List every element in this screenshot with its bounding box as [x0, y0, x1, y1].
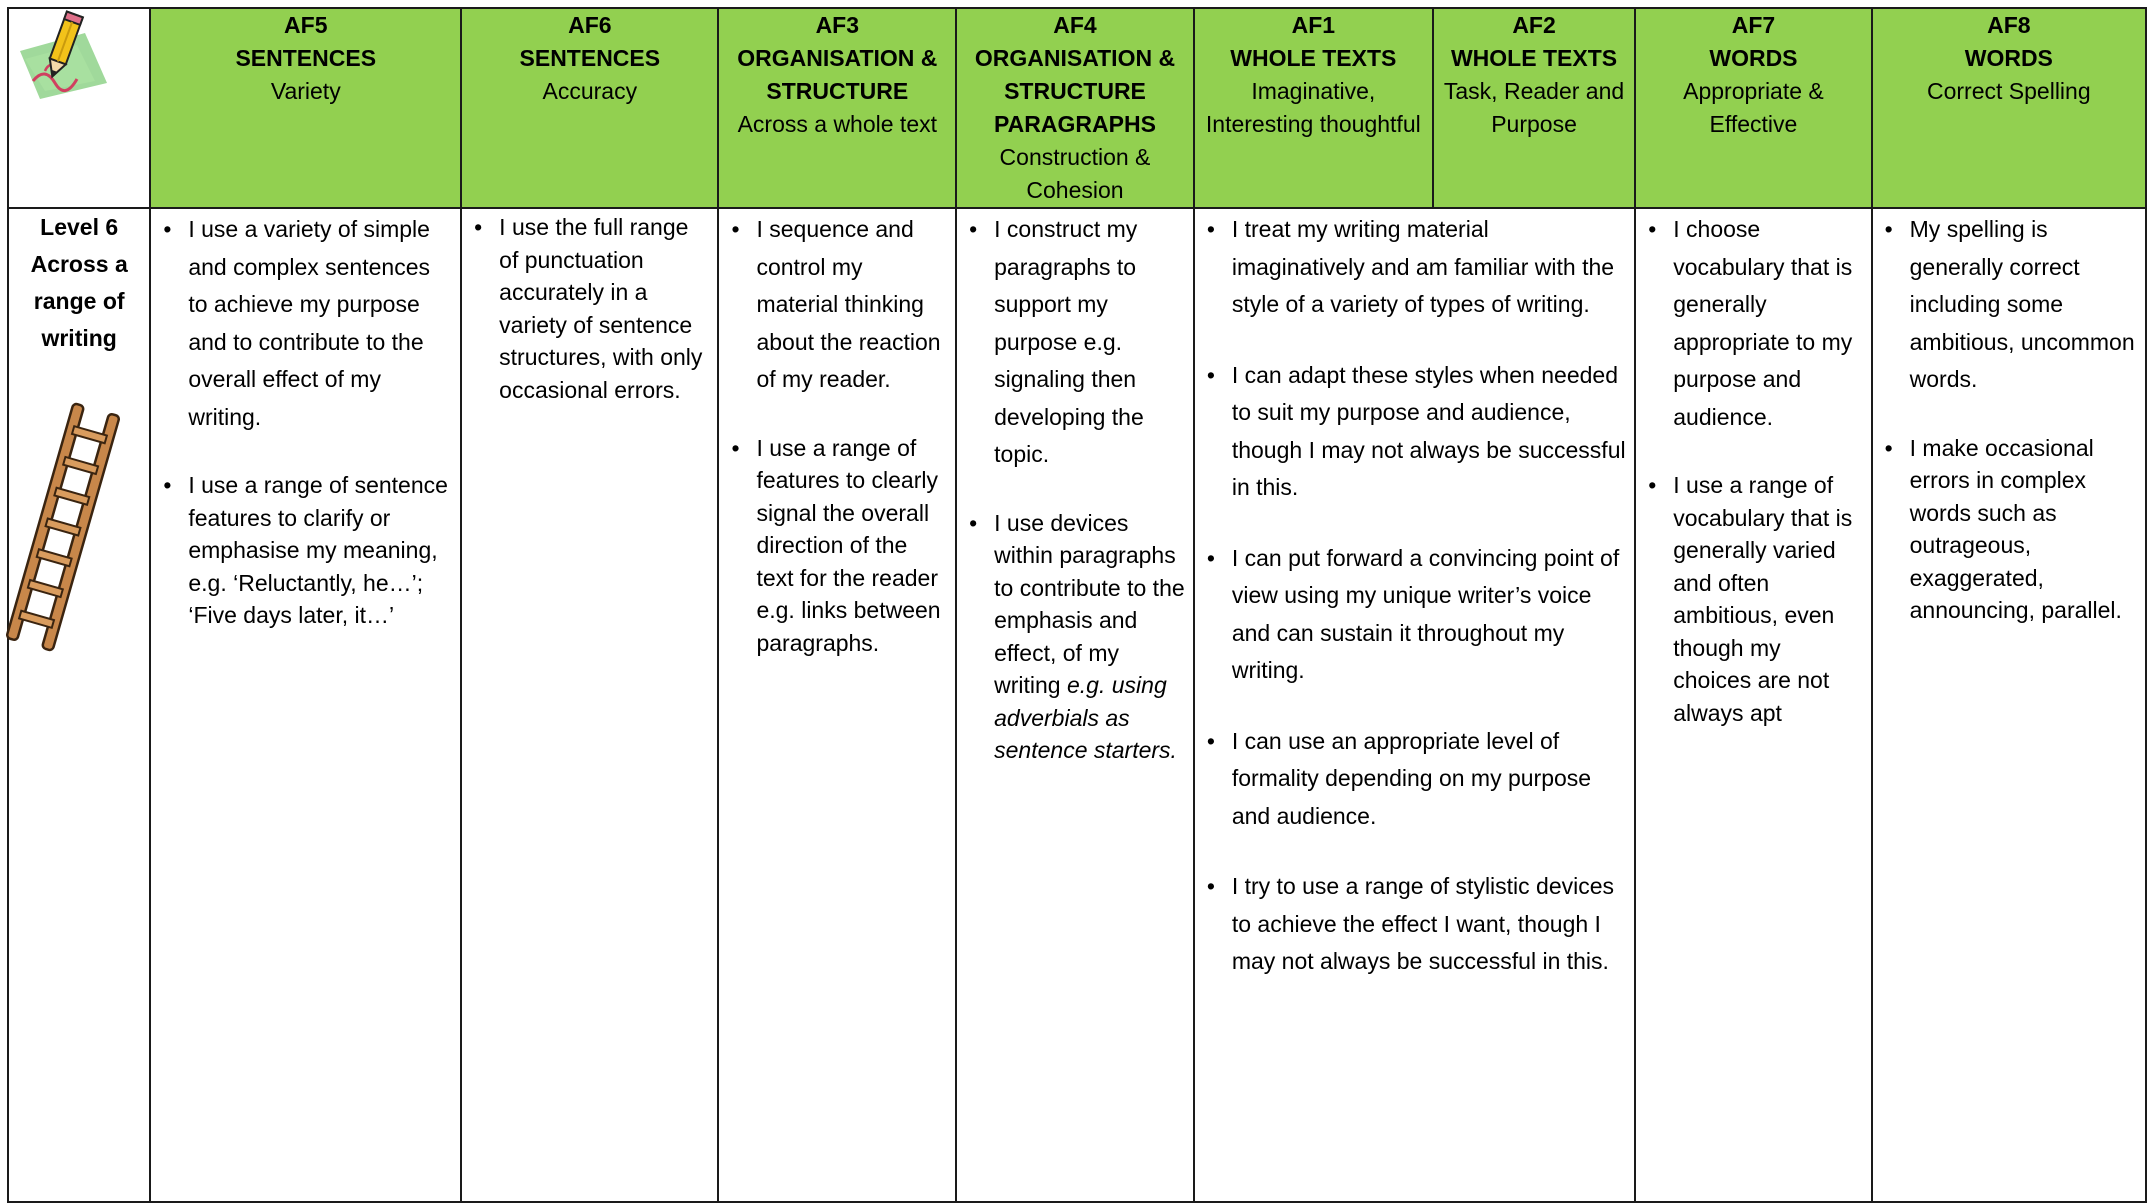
criterion: • My spelling is generally correct including some ambitious, uncommon words. — [1881, 211, 2137, 399]
criterion: • I treat my writing material imaginatively and am familiar with the style of a variety of types of writing. — [1203, 211, 1626, 324]
col-subtitle: Correct Spelling — [1927, 78, 2091, 104]
criterion: • I use a variety of simple and complex sentences to achieve my purpose and to contribute to the overall effect of my writing. — [159, 211, 452, 436]
col-code: AF2 — [1512, 12, 1556, 38]
header-af1 — [1194, 8, 1433, 208]
header-af8 — [1872, 8, 2146, 208]
criteria-list — [1636, 209, 1870, 729]
col-code: AF8 — [1987, 12, 2031, 38]
criterion-example: e.g. using adverbials as sentence starters. — [994, 672, 1177, 763]
cell-af1-af2 — [1194, 208, 1635, 1202]
col-subtitle: Accuracy — [542, 78, 638, 104]
level-cell — [8, 208, 150, 1202]
col-code: AF3 — [815, 12, 860, 38]
criterion — [965, 507, 1185, 767]
criteria-list — [1195, 209, 1634, 981]
criteria-list — [151, 209, 460, 632]
col-title: WHOLE TEXTS — [1450, 45, 1618, 71]
criterion: • I use a range of features to clearly signal the overall direction of the text for the reader e.g. links between paragraphs. — [727, 432, 947, 660]
criteria-list — [957, 209, 1193, 767]
criterion: • I try to use a range of stylistic devices to achieve the effect I want, though I may not always be successful in this. — [1203, 868, 1626, 981]
criterion: • I can adapt these styles when needed to suit my purpose and audience, though I may not always be successful in this. — [1203, 357, 1626, 507]
col-title: ORGANISATION & STRUCTURE — [737, 45, 938, 104]
header-row — [8, 8, 2146, 208]
header-af3 — [718, 8, 956, 208]
criterion: • I make occasional errors in complex words such as outrageous, exaggerated, announcing, parallel. — [1881, 432, 2137, 627]
criteria-list — [1873, 209, 2145, 627]
criterion: • I sequence and control my material thinking about the reaction of my reader. — [727, 211, 947, 399]
col-title: WORDS — [1709, 45, 1798, 71]
cell-af8 — [1872, 208, 2146, 1202]
criterion: • I can put forward a convincing point of view using my unique writer’s voice and can sustain it throughout my writing. — [1203, 540, 1626, 690]
cell-af3 — [718, 208, 956, 1202]
criteria-list — [462, 209, 717, 406]
header-af6 — [461, 8, 718, 208]
assessment-grid — [7, 7, 2147, 1203]
col-code: AF4 — [1053, 12, 1097, 38]
col-code: AF7 — [1731, 12, 1776, 38]
col-subtitle: Across a whole text — [737, 111, 937, 137]
criterion-text: I use devices within paragraphs to contribute to the emphasis and effect, of my writing — [994, 509, 1185, 698]
cell-af6 — [461, 208, 718, 1202]
header-af5 — [150, 8, 461, 208]
level-label: range of — [33, 288, 125, 314]
level-label: Across a — [30, 251, 128, 277]
pencil-note-icon — [15, 11, 115, 111]
level-label: writing — [41, 325, 117, 351]
criterion: • I use a range of vocabulary that is generally varied and often ambitious, even though my choices are not always apt — [1644, 469, 1862, 729]
col-subtitle: Construction & Cohesion — [999, 144, 1151, 203]
ladder-icon — [13, 397, 113, 657]
col-title: WORDS — [1964, 45, 2053, 71]
col-title: SENTENCES — [519, 45, 661, 71]
criteria-list — [719, 209, 955, 659]
col-code: AF6 — [568, 12, 612, 38]
col-subtitle: Imaginative, Interesting thoughtful — [1205, 78, 1421, 137]
col-subtitle: Variety — [270, 78, 341, 104]
criterion: • I use the full range of punctuation accurately in a variety of sentence structures, with only occasional errors. — [470, 211, 709, 406]
criterion: • I can use an appropriate level of formality depending on my purpose and audience. — [1203, 723, 1626, 836]
col-subtitle: Appropriate & Effective — [1683, 78, 1824, 137]
col-code: AF5 — [284, 12, 328, 38]
col-title: ORGANISATION & STRUCTURE PARAGRAPHS — [974, 45, 1176, 137]
level-row — [8, 208, 2146, 1202]
col-title: WHOLE TEXTS — [1230, 45, 1397, 71]
header-af4 — [956, 8, 1194, 208]
cell-af5 — [150, 208, 461, 1202]
col-subtitle: Task, Reader and Purpose — [1443, 78, 1625, 137]
col-code: AF1 — [1291, 12, 1336, 38]
level-label: Level 6 — [40, 214, 119, 240]
criterion: • I construct my paragraphs to support my purpose e.g. signaling then developing the topic. — [965, 211, 1185, 474]
criterion: • I choose vocabulary that is generally appropriate to my purpose and audience. — [1644, 211, 1862, 436]
cell-af7 — [1635, 208, 1871, 1202]
logo-cell — [8, 8, 150, 208]
header-af2 — [1433, 8, 1635, 208]
header-af7 — [1635, 8, 1871, 208]
criterion: • I use a range of sentence features to clarify or emphasise my meaning, e.g. ‘Reluctantly, he…’; ‘Five days later, it…’ — [159, 469, 452, 632]
cell-af4 — [956, 208, 1194, 1202]
col-title: SENTENCES — [235, 45, 377, 71]
